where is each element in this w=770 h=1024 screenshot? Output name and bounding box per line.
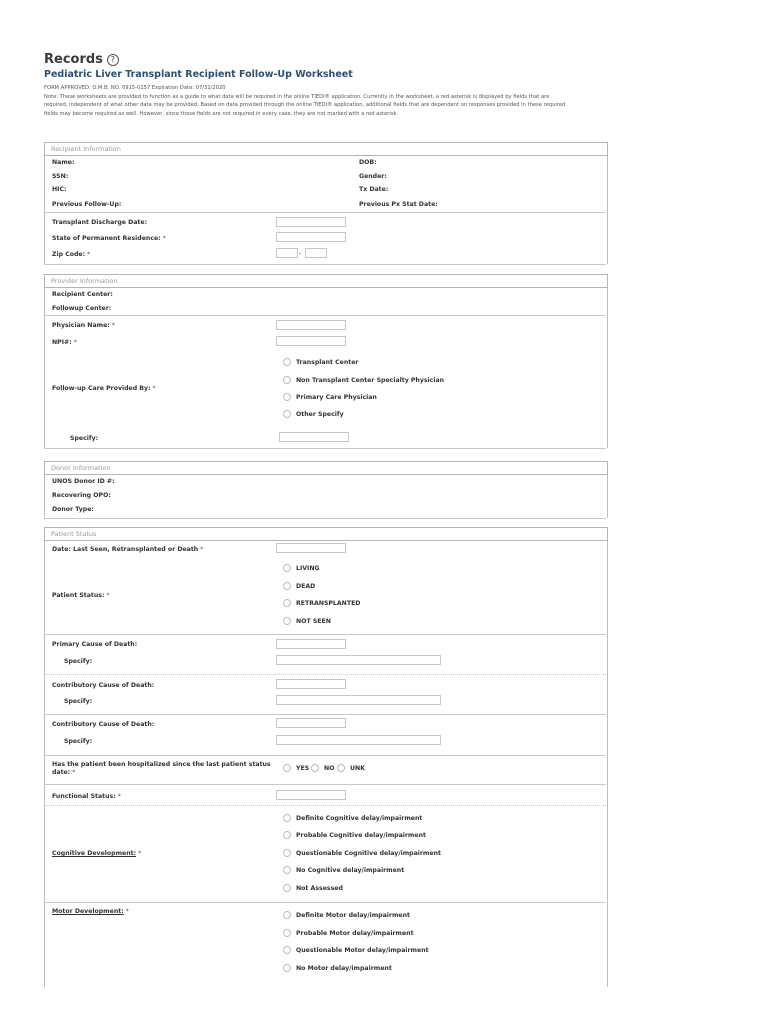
option-primary-care: Primary Care Physician xyxy=(296,394,377,401)
contrib-cause-2-input[interactable] xyxy=(276,718,346,728)
radio-dead[interactable] xyxy=(283,582,291,590)
required-asterisk: * xyxy=(72,769,76,776)
previous-followup-label: Previous Follow-Up: xyxy=(52,201,122,208)
divider xyxy=(44,518,606,519)
records-title: Records xyxy=(44,52,103,67)
npi-label: NPI#: * xyxy=(52,339,77,346)
divider xyxy=(44,674,606,675)
option-motor-questionable: Questionable Motor delay/impairment xyxy=(296,947,429,954)
followup-care-label: Follow-up Care Provided By: * xyxy=(52,385,156,392)
recipient-section-header xyxy=(44,142,608,156)
divider xyxy=(44,755,606,756)
recipient-center-label: Recipient Center: xyxy=(52,291,113,298)
date-last-seen-label: Date: Last Seen, Retransplanted or Death * xyxy=(52,546,204,553)
functional-status-input[interactable] xyxy=(276,790,346,800)
radio-motor-none[interactable] xyxy=(283,964,291,972)
primary-specify-label: Specify: xyxy=(64,658,93,665)
divider xyxy=(44,634,606,635)
contrib-cause-1-input[interactable] xyxy=(276,679,346,689)
zip-separator: - xyxy=(299,250,302,257)
contrib-cause-2-label: Contributory Cause of Death: xyxy=(52,721,155,728)
option-motor-definite: Definite Motor delay/impairment xyxy=(296,912,410,919)
donor-type-label: Donor Type: xyxy=(52,506,94,513)
option-cog-questionable: Questionable Cognitive delay/impairment xyxy=(296,850,441,857)
required-asterisk: * xyxy=(200,546,204,553)
option-cog-probable: Probable Cognitive delay/impairment xyxy=(296,832,426,839)
cognitive-development-label: Cognitive Development: * xyxy=(52,850,142,857)
contrib-1-specify-input[interactable] xyxy=(276,695,441,705)
required-asterisk: * xyxy=(162,235,166,242)
required-asterisk: * xyxy=(106,592,110,599)
radio-other-specify[interactable] xyxy=(283,410,291,418)
option-motor-probable: Probable Motor delay/impairment xyxy=(296,930,414,937)
radio-cog-questionable[interactable] xyxy=(283,849,291,857)
divider xyxy=(44,784,606,785)
required-asterisk: * xyxy=(152,385,156,392)
required-asterisk: * xyxy=(125,908,129,915)
note-line-1: Note: These worksheets are provided to function as a guide to what data will be required in the online TIEDI® application. Currently in the worksheet, a red asterisk is displayed by fields that are xyxy=(44,93,550,100)
option-retransplanted: RETRANSPLANTED xyxy=(296,600,361,607)
gender-label: Gender: xyxy=(359,173,387,180)
previous-px-stat-label: Previous Px Stat Date: xyxy=(359,201,438,208)
state-residence-input[interactable] xyxy=(276,232,346,242)
dob-label: DOB: xyxy=(359,159,377,166)
option-not-seen: NOT SEEN xyxy=(296,618,331,625)
radio-non-transplant-center[interactable] xyxy=(283,376,291,384)
functional-status-label: Functional Status: * xyxy=(52,793,121,800)
npi-input[interactable] xyxy=(276,336,346,346)
contrib-2-specify-input[interactable] xyxy=(276,735,441,745)
radio-motor-probable[interactable] xyxy=(283,929,291,937)
option-other-specify: Other Specify xyxy=(296,411,344,418)
zip-extension-input[interactable] xyxy=(305,248,327,258)
hospitalized-label-line1: Has the patient been hospitalized since the last patient status xyxy=(52,761,271,768)
section-heading: Patient Status xyxy=(51,530,97,538)
required-asterisk: * xyxy=(111,322,115,329)
required-asterisk: * xyxy=(87,251,91,258)
patient-status-header xyxy=(44,527,608,541)
divider xyxy=(44,264,606,265)
recovering-opo-label: Recovering OPO: xyxy=(52,492,111,499)
option-non-transplant-center: Non Transplant Center Specialty Physician xyxy=(296,377,445,384)
primary-cause-label: Primary Cause of Death: xyxy=(52,641,138,648)
section-heading: Provider Information xyxy=(51,277,118,285)
radio-cog-probable[interactable] xyxy=(283,831,291,839)
radio-motor-questionable[interactable] xyxy=(283,946,291,954)
hic-label: HIC: xyxy=(52,186,67,193)
section-heading: Recipient Information xyxy=(51,145,121,153)
option-hosp-no: NO xyxy=(324,765,335,772)
radio-hosp-yes[interactable] xyxy=(283,764,291,772)
zip-code-label: Zip Code: * xyxy=(52,251,91,258)
option-cog-none: No Cognitive delay/impairment xyxy=(296,867,405,874)
worksheet-title: Pediatric Liver Transplant Recipient Follow-Up Worksheet xyxy=(44,69,353,80)
note-line-3: fields may become required as well. However, since those fields are not required in every case, they are not marked with a red asterisk. xyxy=(44,110,399,117)
option-dead: DEAD xyxy=(296,583,316,590)
radio-not-seen[interactable] xyxy=(283,617,291,625)
zip-code-input[interactable] xyxy=(276,248,298,258)
radio-hosp-no[interactable] xyxy=(311,764,319,772)
radio-living[interactable] xyxy=(283,564,291,572)
specify-input[interactable] xyxy=(279,432,349,442)
contrib-1-specify-label: Specify: xyxy=(64,698,93,705)
specify-label: Specify: xyxy=(70,435,99,442)
radio-cog-none[interactable] xyxy=(283,866,291,874)
divider xyxy=(44,805,606,806)
ssn-label: SSN: xyxy=(52,173,69,180)
provider-section-header xyxy=(44,274,608,288)
discharge-date-label: Transplant Discharge Date: xyxy=(52,219,148,226)
radio-hosp-unk[interactable] xyxy=(337,764,345,772)
required-asterisk: * xyxy=(138,850,142,857)
radio-transplant-center[interactable] xyxy=(283,358,291,366)
form-approved-text: FORM APPROVED: O.M.B. NO. 0915-0157 Expiration Date: 07/31/2020 xyxy=(44,85,226,91)
discharge-date-input[interactable] xyxy=(276,217,346,227)
name-label: Name: xyxy=(52,159,75,166)
divider xyxy=(44,315,606,316)
note-line-2: required, independent of what other data may be provided. Based on data provided through the online TIEDI® application, additional fields that are dependent on responses provided in these required xyxy=(44,102,566,108)
physician-name-input[interactable] xyxy=(276,320,346,330)
radio-retransplanted[interactable] xyxy=(283,599,291,607)
tx-date-label: Tx Date: xyxy=(359,186,389,193)
divider xyxy=(44,212,606,213)
motor-development-label: Motor Development: * xyxy=(52,908,129,915)
required-asterisk: * xyxy=(117,793,121,800)
state-residence-label: State of Permanent Residence: * xyxy=(52,235,166,242)
followup-center-label: Followup Center: xyxy=(52,305,112,312)
section-heading: Donor Information xyxy=(51,464,111,472)
date-last-seen-input[interactable] xyxy=(276,543,346,553)
physician-name-label: Physician Name: * xyxy=(52,322,115,329)
recipient-section-frame xyxy=(44,142,608,264)
divider xyxy=(44,448,606,449)
option-living: LIVING xyxy=(296,565,320,572)
divider xyxy=(44,902,606,903)
hospitalized-label-line2: date: * xyxy=(52,769,76,776)
divider xyxy=(44,714,606,715)
radio-cog-definite[interactable] xyxy=(283,814,291,822)
contrib-2-specify-label: Specify: xyxy=(64,738,93,745)
required-asterisk: * xyxy=(73,339,77,346)
donor-id-label: UNOS Donor ID #: xyxy=(52,478,115,485)
option-hosp-unk: UNK xyxy=(350,765,365,772)
donor-section-header xyxy=(44,461,608,475)
patient-status-label: Patient Status: * xyxy=(52,592,110,599)
help-icon[interactable]: ? xyxy=(107,54,119,66)
option-hosp-yes: YES xyxy=(296,765,310,772)
option-transplant-center: Transplant Center xyxy=(296,359,359,366)
radio-primary-care[interactable] xyxy=(283,393,291,401)
primary-specify-input[interactable] xyxy=(276,655,441,665)
option-cog-not-assessed: Not Assessed xyxy=(296,885,343,892)
primary-cause-input[interactable] xyxy=(276,639,346,649)
contrib-cause-1-label: Contributory Cause of Death: xyxy=(52,682,155,689)
option-motor-none: No Motor delay/impairment xyxy=(296,965,392,972)
option-cog-definite: Definite Cognitive delay/impairment xyxy=(296,815,423,822)
radio-cog-not-assessed[interactable] xyxy=(283,884,291,892)
radio-motor-definite[interactable] xyxy=(283,911,291,919)
page-heading xyxy=(44,52,119,67)
